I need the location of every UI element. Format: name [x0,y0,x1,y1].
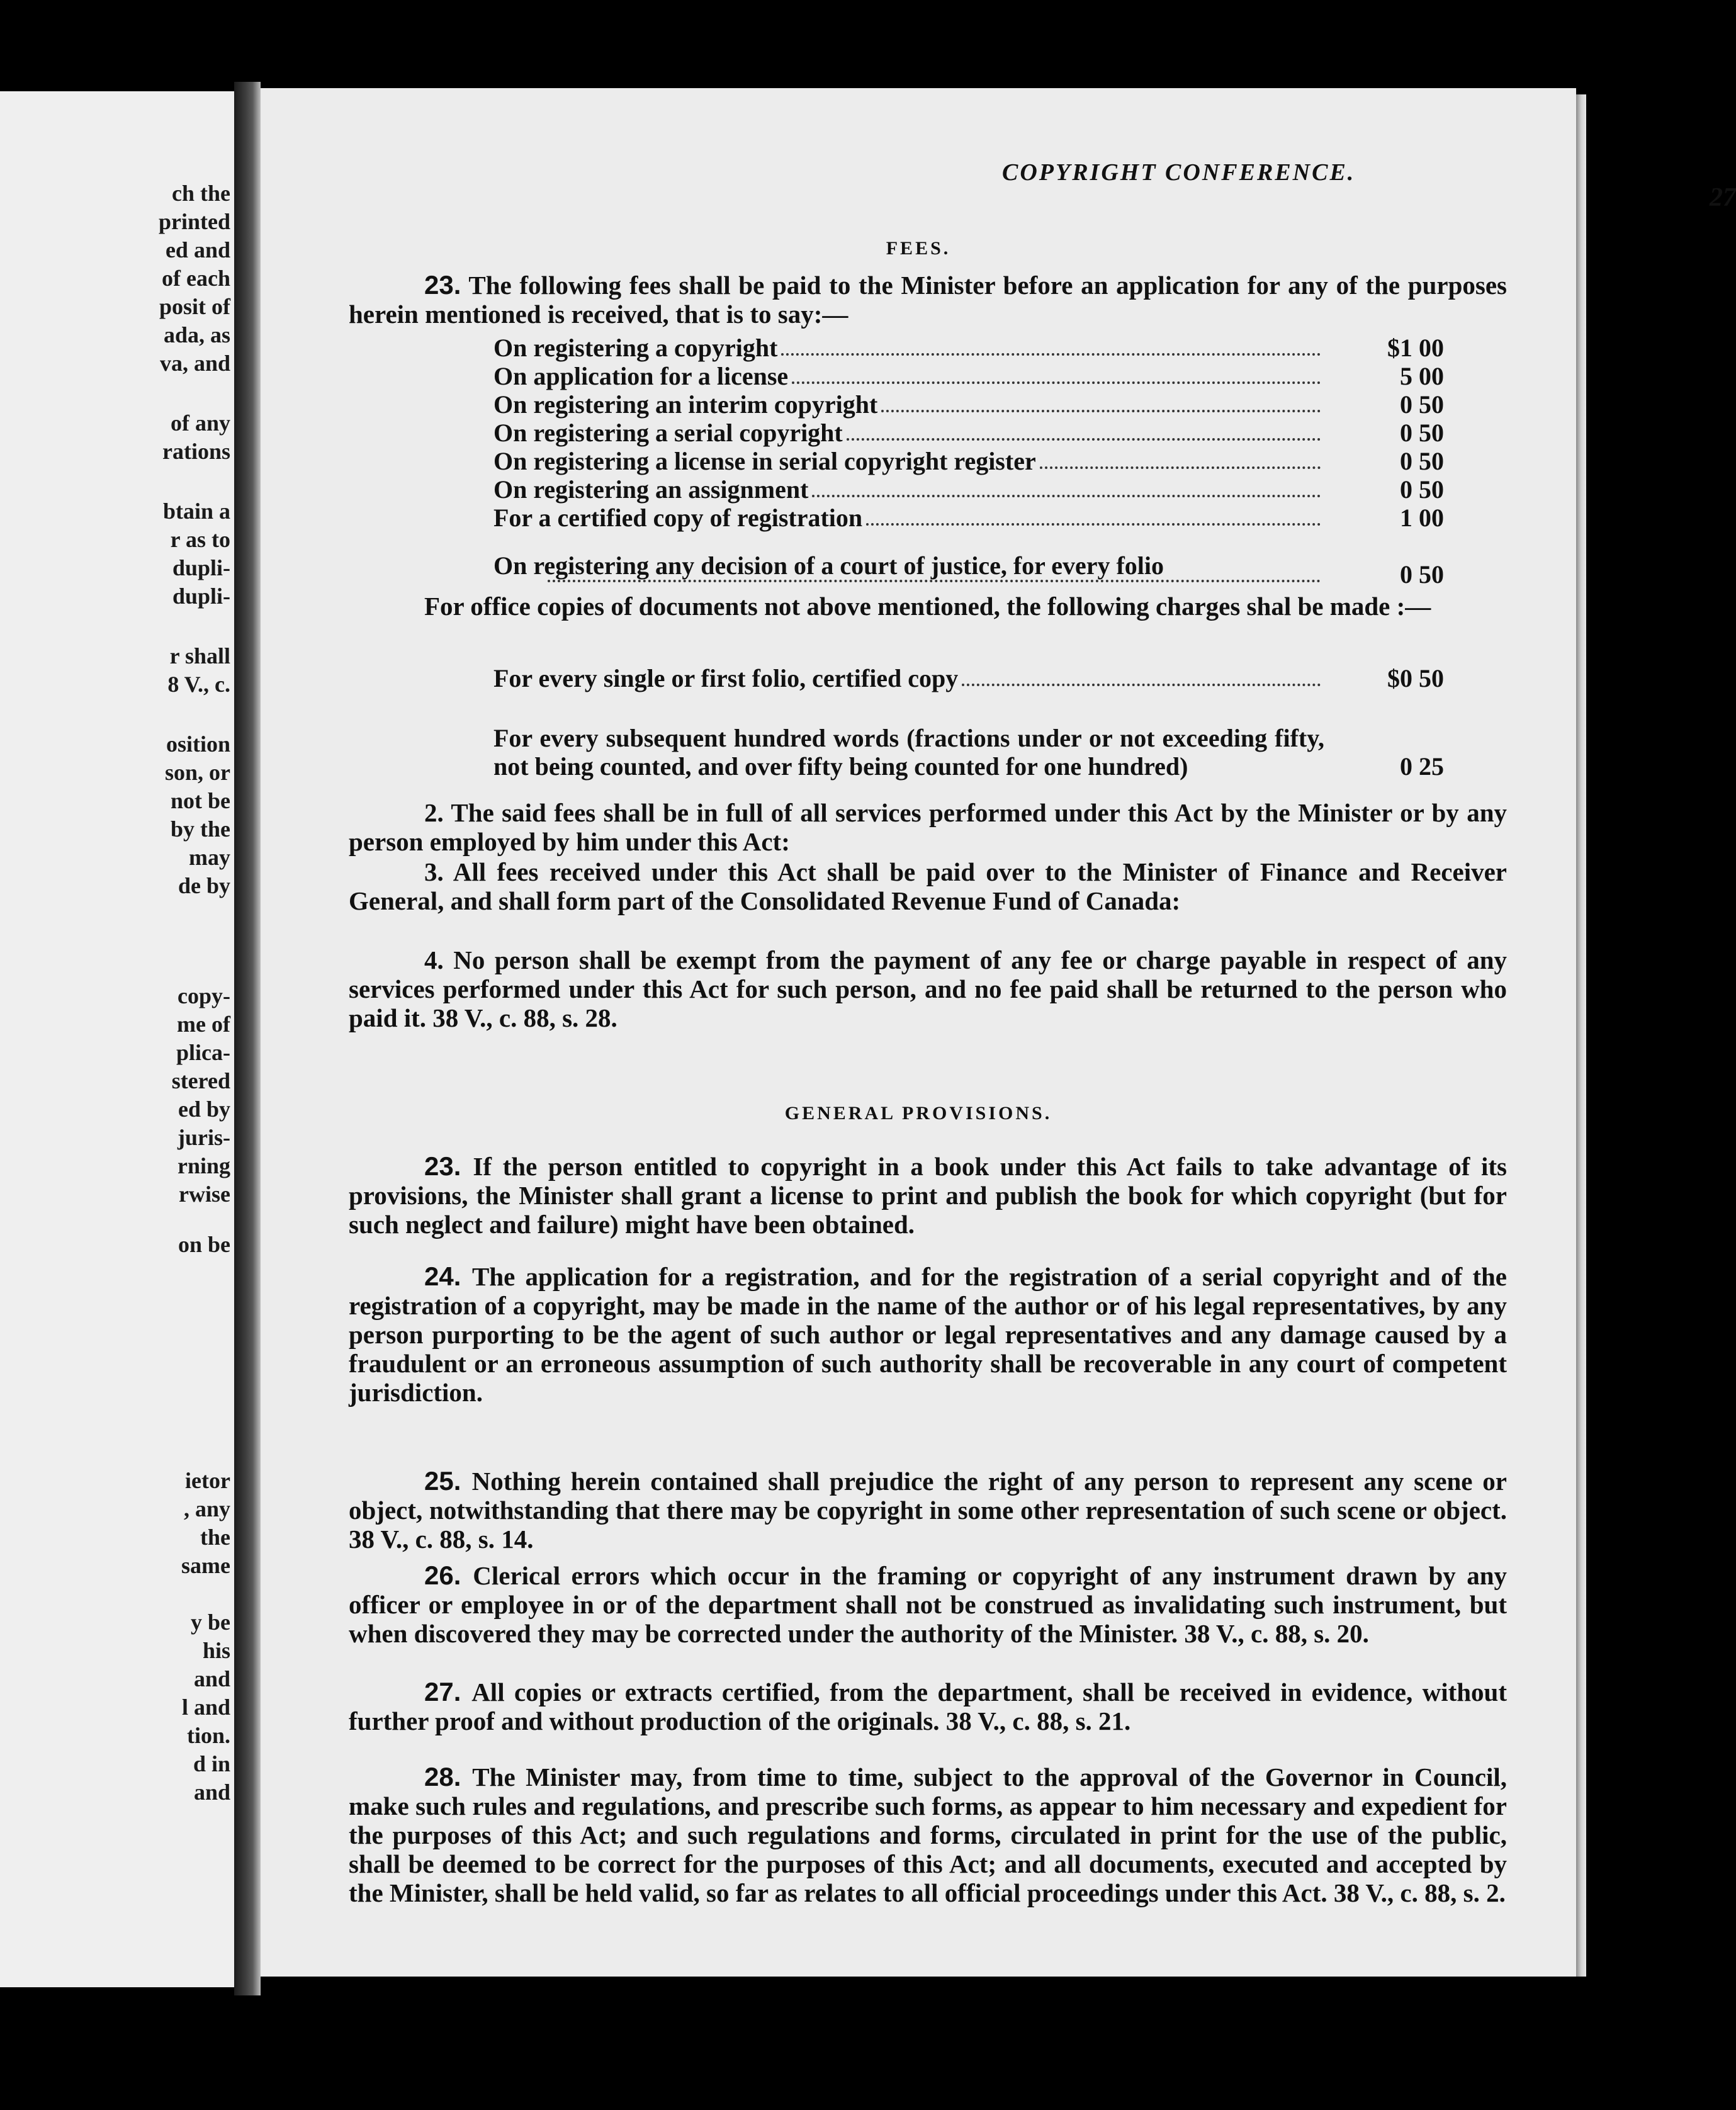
left-page-text-fragment: ada, as [163,322,230,347]
left-page-text-fragment: va, and [159,351,230,376]
left-page-text-fragment: not be [170,788,230,813]
section-number: 23. [424,1151,473,1181]
fee-amount: 0 25 [1400,752,1444,781]
provision-paragraph [349,1262,1507,1407]
fees-subsection-3: 3. All fees received under this Act shall be paid over to the Minister of Finance and Receiver General, and shall form part of the Consolidated Revenue Fund of Canada: [349,857,1507,915]
office-fee-list [493,664,1513,781]
left-page-text-fragment: and [193,1666,230,1691]
fee-amount: 0 50 [1400,560,1444,589]
left-page-text-fragment: , any [183,1496,230,1521]
provision-paragraph [349,1561,1507,1648]
office-copies-intro: For office copies of documents not above mentioned, the following charges shal be made :— [424,592,1431,621]
fee-row [493,419,1513,447]
fees-subsection-4: 4. No person shall be exempt from the payment of any fee or charge payable in respect of any services performed under this Act for such person, and no fee paid shall be returned to the person who paid it. 38 V., c. 88, s. 28. [349,945,1507,1032]
left-page-text-fragment: copy- [178,983,230,1008]
page-number: 27 [1710,183,1736,212]
fee-row [493,334,1513,362]
left-page-text-fragment: same [181,1553,230,1578]
provision-paragraph [349,1678,1507,1735]
section-text: All copies or extracts certified, from the department, shall be received in evidence, without further proof and without production of the originals. 38 V., c. 88, s. 21. [349,1678,1507,1735]
fee-label: For every single or first folio, certified copy [493,664,959,692]
left-page-text-fragment: and [193,1780,230,1805]
fees-intro [349,271,1507,329]
provision-paragraph [349,1467,1507,1554]
left-page-text-fragment: rations [162,439,230,464]
fee-amount: 0 50 [1400,419,1444,447]
fee-row [493,504,1513,532]
section-number: 28. [424,1762,473,1791]
section-number: 23. [424,270,461,300]
fee-row [493,664,1513,692]
left-page-text-fragment: btain a [162,499,230,524]
fee-label: On registering any decision of a court of justice, for every folio [493,551,1164,580]
section-text: Clerical errors which occur in the framing or copyright of any instrument drawn by any officer or employee in or of the department shall not be construed as invalidating such instrument, but when discovered they may be corrected under the authority of the Minister. 38 V., c. 88, s. 20. [349,1561,1508,1648]
fee-amount: 0 50 [1400,475,1444,504]
left-page-text-fragment: rwise [179,1182,230,1207]
left-page-text-fragment: stered [171,1068,230,1093]
fees-subsection-2: 2. The said fees shall be in full of all services performed under this Act by the Minister or by any person employed by him under this Act: [349,798,1507,856]
section-number: 26. [424,1560,473,1590]
left-page-text-fragment: r shall [169,643,230,669]
left-page-text-fragment: y be [191,1610,230,1635]
fee-label: On application for a license [493,362,789,390]
fee-amount: $0 50 [1387,664,1444,692]
section-text: If the person entitled to copyright in a book under this Act fails to take advantage of its provisions, the Minister shall grant a license to print and publish the book for which copyright (but for such neglect and failure) might have been obtained. [349,1152,1507,1239]
fee-label: On registering a license in serial copyright register [493,447,1036,475]
left-page-text-fragment: ed and [165,237,230,262]
left-page-text-fragment: dupli- [172,584,230,609]
right-page [261,88,1736,1977]
fee-amount: $1 00 [1387,334,1444,362]
left-page-text-fragment: may [189,845,230,870]
left-page-text-fragment: on be [178,1232,230,1257]
fee-row [493,475,1513,504]
fee-label: On registering a serial copyright [493,419,843,447]
left-page-text-fragment: d in [193,1751,230,1776]
fee-label: On registering an assignment [493,475,809,504]
left-page-text-fragment: me of [177,1012,230,1037]
fee-amount: 0 50 [1400,390,1444,419]
section-number: 25. [424,1466,472,1496]
fee-label: On registering a copyright [493,334,778,362]
section-text: The Minister may, from time to time, subject to the approval of the Governor in Council, make such rules and regulations, and prescribe such forms, as appear to him necessary and expedient for the purposes of this Act; and such regulations and forms, circulated in print for the use of the public, shall be deemed to be correct for the purposes of this Act; and all documents, executed and accepted by the Minister, shall be held valid, so far as relates to all official proceedings under this Act. 38 V., c. 88, s. 2. [349,1763,1507,1907]
fee-amount: 0 50 [1400,447,1444,475]
left-page-text-fragment: printed [158,209,230,234]
fee-list [493,334,1513,589]
fees-heading: FEES. [886,238,951,259]
left-page-text-fragment: his [202,1638,230,1663]
left-page-text-fragment: ietor [185,1468,230,1493]
left-page-text-fragment: de by [178,873,230,898]
left-page-text-fragment: ch the [172,181,230,206]
left-page-text-fragment: son, or [164,760,230,785]
left-page-text-fragment: the [200,1525,230,1550]
section-text: The application for a registration, and for the registration of a serial copyright and of the registration of a copyright, may be made in the name of the author or of his legal representatives, by any person purporting to be the agent of such author or legal representatives and any damage caused by a fraudulent or an erroneous assumption of such authority shall be recoverable in any court of competent jurisdiction. [349,1262,1507,1407]
fee-amount: 5 00 [1400,362,1444,390]
left-page-text-fragment: r as to [170,527,230,552]
running-title: COPYRIGHT CONFERENCE. [1002,159,1356,186]
left-page-text-fragment: osition [166,731,230,757]
section-text: The following fees shall be paid to the Minister before an application for any of the purposes herein mentioned is received, that is to say:— [349,271,1508,329]
left-page-text-fragment: plica- [176,1040,230,1065]
provision-paragraph [349,1763,1507,1907]
section-text: Nothing herein contained shall prejudice the right of any person to represent any scene or object, notwithstanding that there may be copyright in some other representation of such scene or object. 38 V., c. 88, s. 14. [349,1467,1508,1554]
left-page-text-fragment: by the [170,816,230,842]
fee-label: On registering an interim copyright [493,390,878,419]
left-page-text-fragment: 8 V., c. [167,672,230,697]
left-page-text-fragment: tion. [186,1723,230,1748]
left-page-text-fragment: of each [162,266,230,291]
left-page-text-fragment: juris- [178,1125,230,1150]
fee-row [493,692,1513,781]
fee-row [493,390,1513,419]
book-gutter [234,82,261,1995]
fee-row [493,532,1513,589]
left-page-text-fragment: of any [170,410,230,436]
left-page-fragment [0,91,234,1987]
left-page-text-fragment: dupli- [172,555,230,580]
fee-label: For a certified copy of registration [493,504,863,532]
section-number: 27. [424,1677,472,1707]
general-provisions-heading: GENERAL PROVISIONS. [784,1103,1052,1124]
fee-amount: 1 00 [1400,504,1444,532]
fee-row [493,362,1513,390]
fee-label: For every subsequent hundred words (fractions under or not exceeding fifty, not being counted, and over fifty being counted for one hundred) [493,724,1324,781]
left-page-text-fragment: ed by [178,1097,230,1122]
left-page-text-fragment: posit of [159,294,230,319]
left-page-text-fragment: l and [181,1695,230,1720]
left-page-text-fragment: rning [177,1153,230,1178]
page-edge [1576,94,1586,1977]
section-number: 24. [424,1261,472,1291]
fee-row [493,447,1513,475]
provision-paragraph [349,1152,1507,1239]
